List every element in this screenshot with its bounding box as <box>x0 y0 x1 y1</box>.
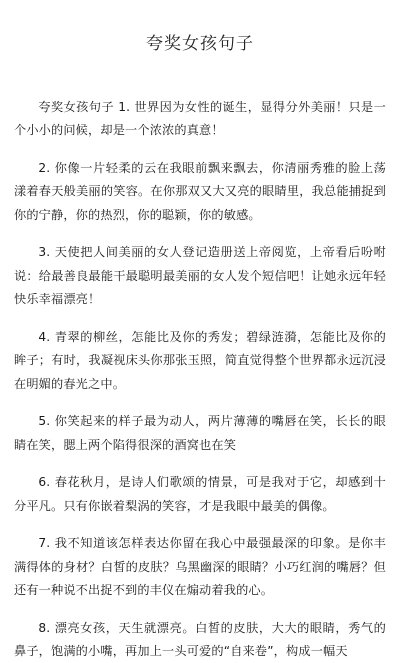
paragraph-5: 5. 你笑起来的样子最为动人，两片薄薄的嘴唇在笑，长长的眼睛在笑，腮上两个陷得很深的酒窝也在笑 <box>14 414 386 452</box>
paragraph-7: 7. 我不知道该怎样表达你留在我心中最强最深的印象。是你丰满得体的身材？白皙的皮肤？乌黑幽深的眼睛？小巧红润的嘴唇？但还有一种说不出捉不到的丰仪在煽动着我的心。 <box>14 536 386 598</box>
paragraph-2: 2. 你像一片轻柔的云在我眼前飘来飘去，你清丽秀雅的脸上荡漾着春天般美丽的笑容。在你那双又大又亮的眼睛里，我总能捕捉到你的宁静，你的热烈，你的聪颖，你的敏感。 <box>14 161 386 222</box>
document-title: 夸奖女孩句子 <box>146 34 254 54</box>
paragraph-3: 3. 天使把人间美丽的女人登记造册送上帝阅览，上帝看后吩咐说：给最善良最能干最聪明最美丽的女人发个短信吧！让她永远年轻快乐幸福漂亮！ <box>14 245 386 307</box>
document-body <box>14 96 386 663</box>
paragraph-6: 6. 春花秋月，是诗人们歌颂的情景，可是我对于它，却感到十分平凡。只有你嵌着梨涡的笑容，才是我眼中最美的偶像。 <box>14 475 386 513</box>
paragraph-1: 夸奖女孩句子 1. 世界因为女性的诞生，显得分外美丽！只是一个小小的问候，却是一个浓浓的真意！ <box>14 100 386 138</box>
paragraph-8: 8. 漂亮女孩，天生就漂亮。白皙的皮肤，大大的眼睛，秀气的鼻子，饱满的小嘴，再加上一头可爱的“自来卷”，构成一幅天 <box>14 620 386 659</box>
paragraph-4: 4. 青翠的柳丝，怎能比及你的秀发；碧绿涟漪，怎能比及你的眸子；有时，我凝视床头你那张玉照，简直觉得整个世界都永远沉浸在明媚的春光之中。 <box>14 329 386 391</box>
